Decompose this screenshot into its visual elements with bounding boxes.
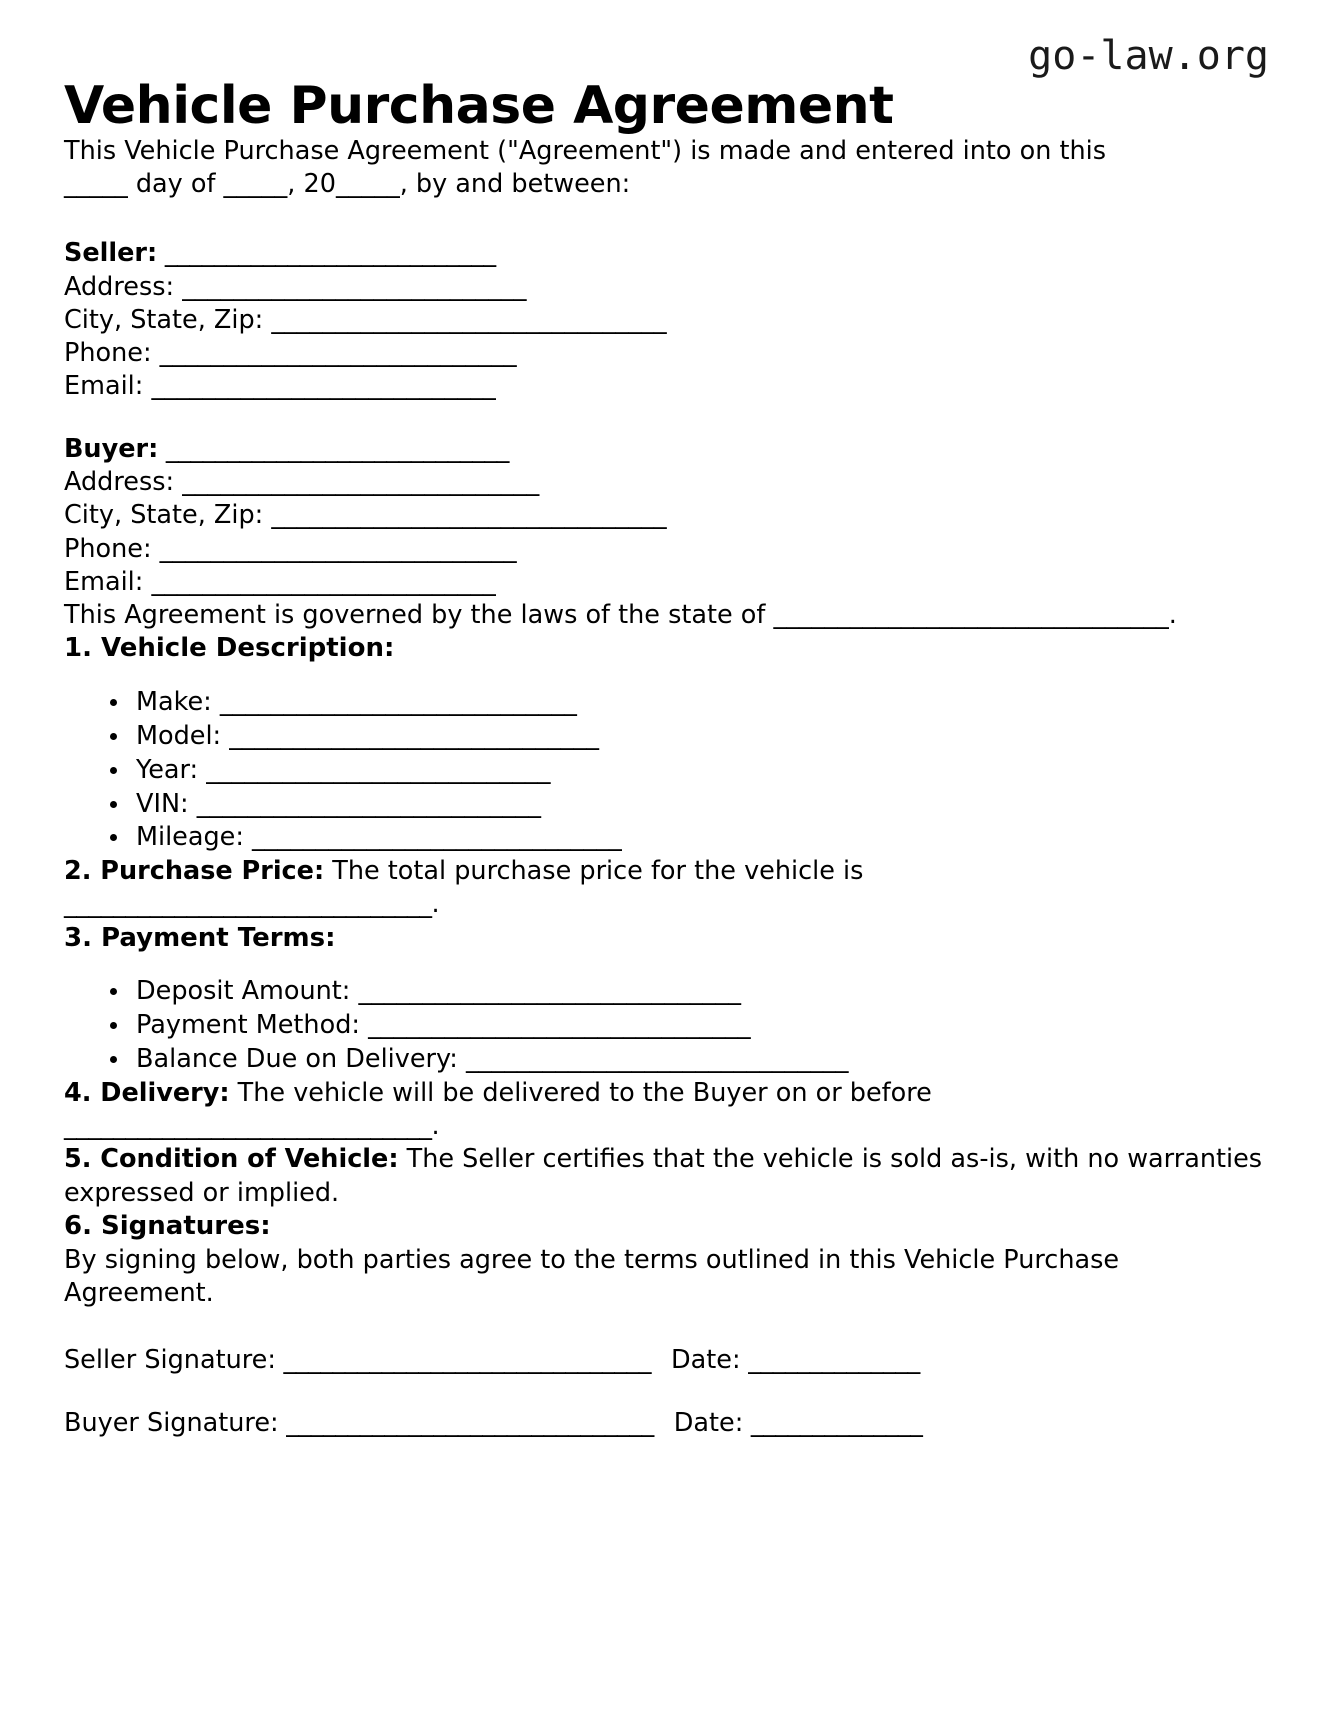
buyer-signature-row — [64, 1407, 1269, 1440]
buyer-city-state-zip-line[interactable]: City, State, Zip: _______________________________ — [64, 500, 667, 531]
seller-name-line — [64, 237, 1269, 270]
list-item[interactable]: Payment Method: ______________________________ — [106, 1009, 1269, 1043]
buyer-date-label: Date: — [673, 1407, 744, 1438]
list-item[interactable]: VIN: ___________________________ — [106, 788, 1269, 822]
seller-name-blank[interactable]: ___________________________ — [157, 238, 496, 269]
seller-label: Seller: — [64, 238, 158, 269]
list-item[interactable]: Make: ____________________________ — [106, 686, 1269, 720]
seller-date-label: Date: — [671, 1344, 741, 1375]
list-item[interactable]: Deposit Amount: ______________________________ — [106, 975, 1269, 1009]
section-heading-payment-terms: 3. Payment Terms: — [64, 922, 336, 953]
seller-date-blank[interactable]: ______________ — [740, 1344, 920, 1375]
seller-signature-blank[interactable]: ______________________________ — [275, 1344, 652, 1375]
delivery-blank[interactable]: ______________________________. — [64, 1111, 440, 1142]
list-item[interactable]: Model: _____________________________ — [106, 720, 1269, 754]
list-item[interactable]: Balance Due on Delivery: ______________________________ — [106, 1043, 1269, 1077]
intro-line-1: This Vehicle Purchase Agreement ("Agreement") is made and entered into on this _____ — [64, 136, 1107, 200]
buyer-name-line — [64, 433, 1269, 466]
delivery-body: The vehicle will be delivered to the Buyer on or before — [229, 1078, 932, 1109]
seller-email-line[interactable]: Email: ___________________________ — [64, 371, 496, 402]
seller-address-line[interactable]: Address: ___________________________ — [64, 271, 527, 302]
list-item[interactable]: Mileage: _____________________________ — [106, 821, 1269, 855]
section-purchase-price — [64, 855, 1269, 921]
page-title: Vehicle Purchase Agreement — [64, 76, 894, 136]
seller-signature-label: Seller Signature: — [64, 1344, 276, 1375]
intro-line-2: day of _____, 20_____, by and between: — [135, 169, 631, 200]
condition-body: The Seller certifies that the vehicle is sold as-is, with no warranties expressed or implied. — [64, 1144, 1263, 1208]
purchase-price-blank[interactable]: ______________________________. — [64, 889, 440, 920]
payment-terms-list — [64, 975, 1269, 1077]
site-brand: go-law.org — [1028, 33, 1269, 79]
seller-block — [64, 237, 1269, 403]
buyer-label: Buyer: — [64, 434, 159, 465]
buyer-signature-label: Buyer Signature: — [64, 1407, 279, 1438]
seller-phone-line[interactable]: Phone: ____________________________ — [64, 337, 517, 368]
buyer-signature-blank[interactable]: ______________________________ — [278, 1407, 654, 1438]
buyer-date-blank[interactable]: ______________ — [743, 1407, 923, 1438]
purchase-price-body: The total purchase price for the vehicle is — [324, 856, 864, 887]
section-heading-signatures: 6. Signatures: — [64, 1210, 271, 1241]
section-heading-vehicle-description: 1. Vehicle Description: — [64, 633, 395, 664]
signature-statement: By signing below, both parties agree to the terms outlined in this Vehicle Purchase Agreement. — [64, 1244, 1120, 1308]
purchase-price-lead-in: 2. Purchase Price: — [64, 856, 325, 887]
buyer-block — [64, 433, 1269, 599]
seller-city-state-zip-line[interactable]: City, State, Zip: _______________________________ — [64, 304, 667, 335]
buyer-name-blank[interactable]: ____________________________ — [158, 434, 509, 465]
vehicle-description-list — [64, 686, 1269, 856]
intro-paragraph — [64, 135, 1154, 201]
delivery-lead-in: 4. Delivery: — [64, 1078, 230, 1109]
buyer-address-line[interactable]: Address: ____________________________ — [64, 467, 540, 498]
buyer-phone-line[interactable]: Phone: ____________________________ — [64, 533, 517, 564]
condition-lead-in: 5. Condition of Vehicle: — [64, 1144, 399, 1175]
section-delivery — [64, 1077, 1269, 1143]
governing-law-paragraph: This Agreement is governed by the laws of the state of _______________________________. — [64, 599, 1177, 630]
buyer-email-line[interactable]: Email: ___________________________ — [64, 566, 496, 597]
list-item[interactable]: Year: ___________________________ — [106, 754, 1269, 788]
seller-signature-row — [64, 1344, 1269, 1377]
document-content — [64, 0, 1269, 1440]
section-condition-of-vehicle — [64, 1143, 1269, 1209]
